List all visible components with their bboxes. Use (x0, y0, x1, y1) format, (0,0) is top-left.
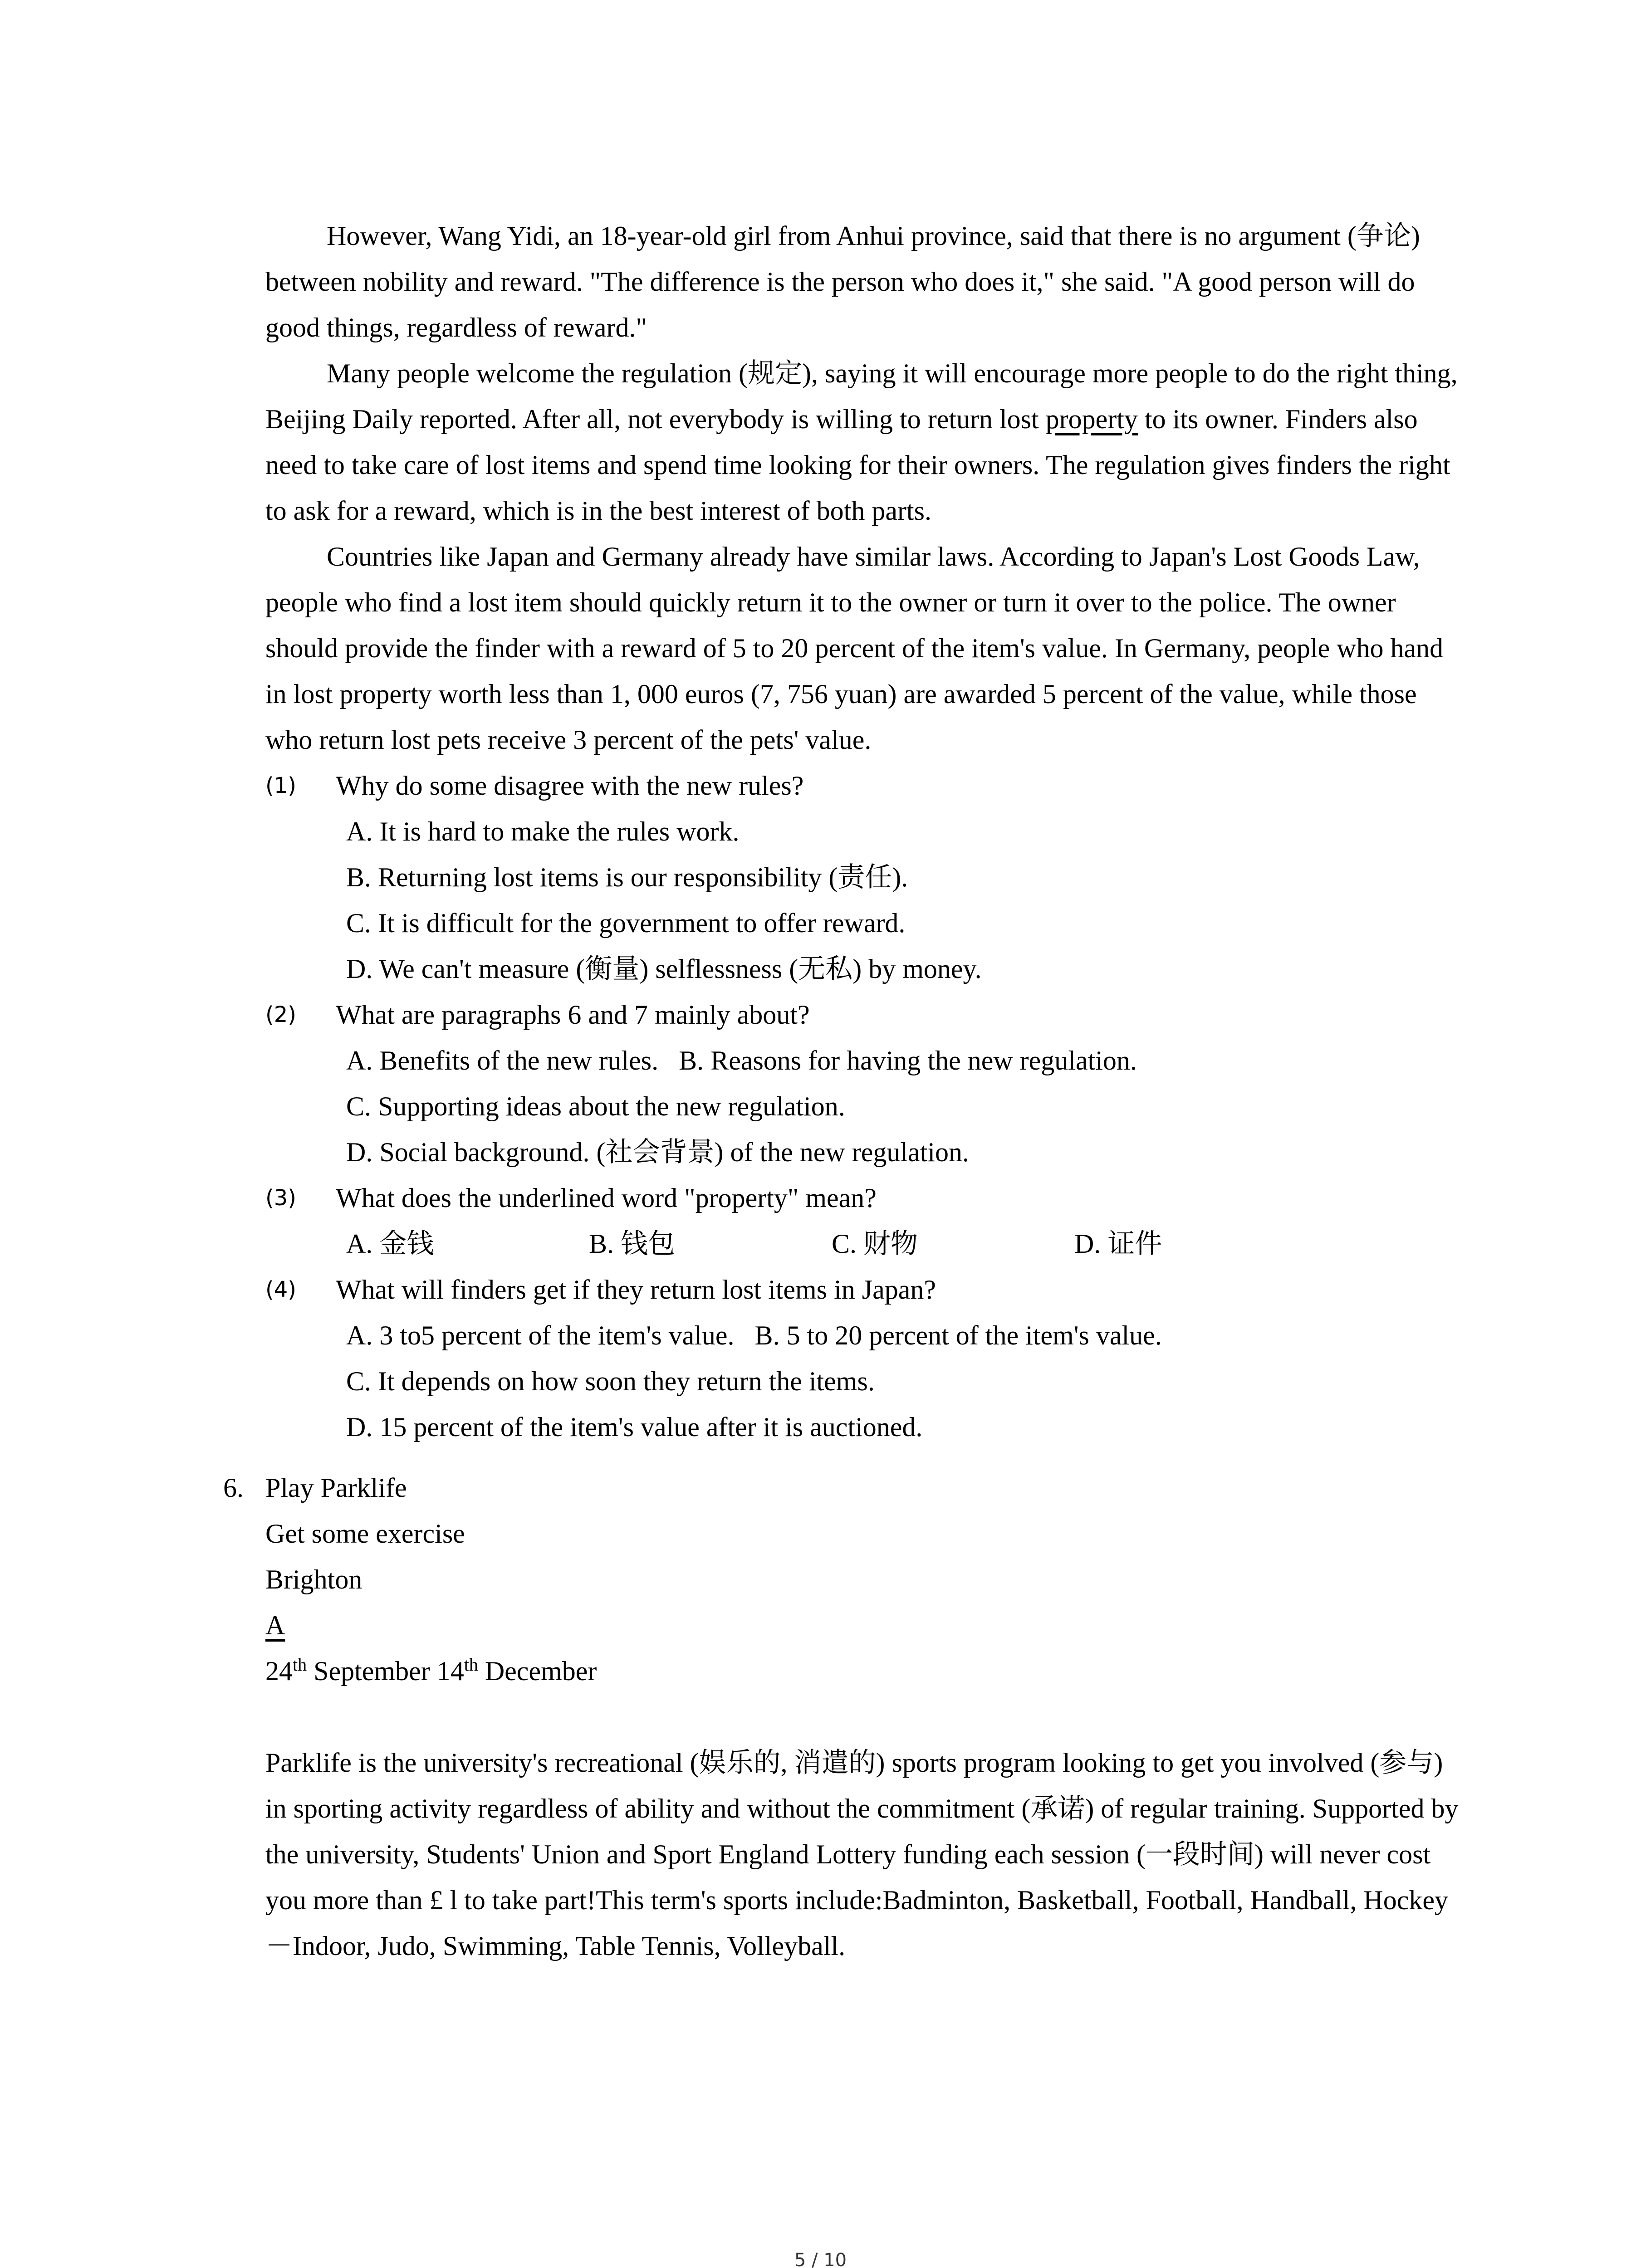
page-content (223, 213, 1463, 1969)
question-2-stem (265, 992, 1463, 1038)
item-6-dates (265, 1648, 1463, 1694)
question-4-stem (265, 1267, 1463, 1313)
passage-paragraph-3: Countries like Japan and Germany already have similar laws. According to Japan's Lost Goods Law, people who find a lost item should quickly return it to the owner or turn it over to the police. The owner should provide the finder with a reward of 5 to 20 percent of the item's value. In Germany, people who hand in lost property worth less than 1, 000 euros (7, 756 yuan) are awarded 5 percent of the value, while those who return lost pets receive 3 percent of the pets' value. (265, 542, 1444, 755)
question-3-text: What does the underlined word "property" mean? (336, 1183, 877, 1213)
date-suffix-1: th (293, 1654, 307, 1675)
question-1-option-b: B. Returning lost items is our responsibility (责任). (346, 862, 908, 892)
date-middle: September 14 (307, 1656, 464, 1686)
question-2-text: What are paragraphs 6 and 7 mainly about? (336, 1000, 810, 1030)
question-1-text: Why do some disagree with the new rules? (336, 771, 804, 801)
question-2-option-c: C. Supporting ideas about the new regulation. (346, 1091, 845, 1121)
passage-paragraph-2-after: to its owner. Finders also need to take care of lost items and spend time looking for their owners. The regulation gives finders the right to ask for a reward, which is in the best interest of both parts. (265, 404, 1450, 526)
question-4-number: (4) (265, 1277, 296, 1302)
item-6-label (265, 1603, 1463, 1648)
item-6-paragraph: Parklife is the university's recreational (娱乐的, 消遣的) sports program looking to get you involved (参与) in sporting activity regardless of ability and without the commitment (承诺) of regular training. Supported by the university, Students' Union and Sport England Lottery funding each session (一段时间) will never cost you more than £ l to take part!This term's sports include:Badminton, Basketball, Football, Handball, Hockey－Indoor, Judo, Swimming, Table Tennis, Volleyball. (265, 1748, 1459, 1961)
question-1-option-c: C. It is difficult for the government to offer reward. (346, 908, 906, 938)
question-3-number: (3) (265, 1185, 296, 1211)
item-6-title: Play Parklife (265, 1473, 407, 1503)
passage-paragraph-1: However, Wang Yidi, an 18-year-old girl from Anhui province, said that there is no argument (争论) between nobility and reward. "The difference is the person who does it," she said. "A good person will do good things, regardless of reward." (265, 221, 1420, 342)
question-3-option-d: D. 证件 (1074, 1229, 1162, 1259)
page-number: 5 / 10 (794, 2250, 847, 2268)
question-4-text: What will finders get if they return lost items in Japan? (336, 1275, 936, 1305)
question-3-option-a: A. 金钱 (346, 1229, 434, 1259)
item-6-label-a: A (265, 1610, 285, 1640)
question-2-option-d: D. Social background. (社会背景) of the new regulation. (346, 1137, 969, 1167)
question-3-option-b: B. 钱包 (589, 1229, 676, 1259)
item-6-location: Brighton (265, 1564, 362, 1594)
question-3-option-c: C. 财物 (832, 1229, 918, 1259)
question-2-options-ab: A. Benefits of the new rules. B. Reasons for having the new regulation. (346, 1046, 1137, 1075)
underlined-word-property: property (1045, 404, 1138, 434)
item-6-subtitle: Get some exercise (265, 1519, 465, 1549)
question-4-option-d: D. 15 percent of the item's value after it is auctioned. (346, 1412, 923, 1442)
question-3-stem (265, 1175, 1463, 1221)
question-1-option-d: D. We can't measure (衡量) selflessness (无私) by money. (346, 954, 982, 984)
question-2 (265, 992, 1463, 1175)
question-1-option-a: A. It is hard to make the rules work. (346, 816, 740, 846)
date-day-1: 24 (265, 1656, 293, 1686)
question-2-number: (2) (265, 1002, 296, 1027)
item-6 (223, 1465, 1463, 1969)
question-1-number: (1) (265, 773, 296, 798)
passage-paragraph-2 (265, 351, 1463, 534)
question-3 (265, 1175, 1463, 1267)
passage-paragraph-2-before: Many people welcome the regulation (规定), saying it will encourage more people to do the right thing, Beijing Daily reported. After all, not everybody is willing to return lost (265, 358, 1458, 434)
question-4-options-ab: A. 3 to5 percent of the item's value. B. 5 to 20 percent of the item's value. (346, 1320, 1162, 1350)
question-1-stem (265, 763, 1463, 809)
date-suffix-2: th (464, 1654, 478, 1675)
question-4 (265, 1267, 1463, 1450)
blank-line (265, 1694, 1463, 1740)
question-1 (265, 763, 1463, 992)
item-6-number: 6. (223, 1473, 244, 1503)
question-3-options (265, 1221, 1463, 1267)
question-4-option-c: C. It depends on how soon they return the items. (346, 1366, 875, 1396)
date-end: December (478, 1656, 597, 1686)
